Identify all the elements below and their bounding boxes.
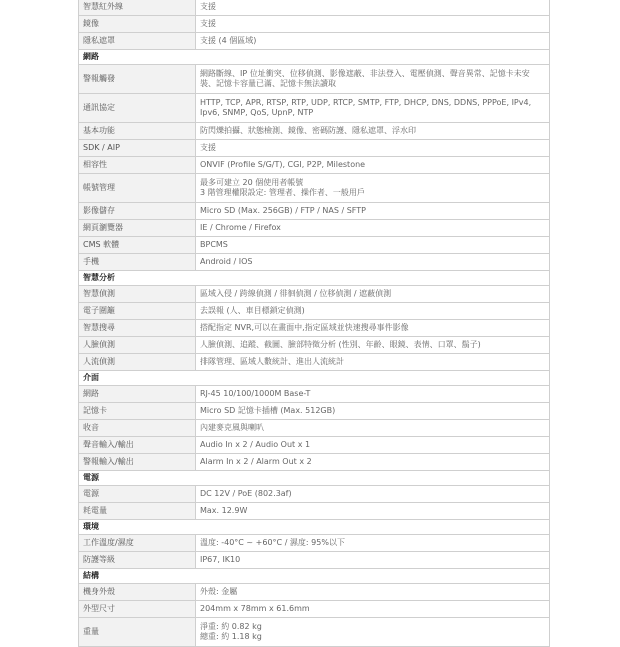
spec-value: 內建麥克風與喇叭 bbox=[196, 420, 550, 437]
section-title: 介面 bbox=[79, 371, 550, 386]
spec-label: 智慧搜尋 bbox=[79, 320, 196, 337]
spec-value: ONVIF (Profile S/G/T), CGI, P2P, Milestone bbox=[196, 157, 550, 174]
spec-label: 基本功能 bbox=[79, 123, 196, 140]
spec-row bbox=[79, 254, 550, 271]
spec-value: Alarm In x 2 / Alarm Out x 2 bbox=[196, 454, 550, 471]
spec-label: 網路 bbox=[79, 386, 196, 403]
spec-row bbox=[79, 618, 550, 647]
spec-value: 網路斷線、IP 位址衝突、位移偵測、影像遮蔽、非法登入、電壓偵測、聲音異常、記憶卡未安裝、記憶卡容量已滿、記憶卡無法讀取 bbox=[196, 65, 550, 94]
spec-value: 防閃爍拍攝、狀態檢測、鏡像、密碼防護、隱私遮罩、浮水印 bbox=[196, 123, 550, 140]
section-header-row bbox=[79, 50, 550, 65]
spec-value: 排隊管理、區域人數統計、進出人流統計 bbox=[196, 354, 550, 371]
section-title: 電源 bbox=[79, 471, 550, 486]
spec-label: 手機 bbox=[79, 254, 196, 271]
spec-label: 工作溫度/濕度 bbox=[79, 535, 196, 552]
spec-label: 帳號管理 bbox=[79, 174, 196, 203]
spec-label: 電源 bbox=[79, 486, 196, 503]
spec-row bbox=[79, 454, 550, 471]
section-title: 結構 bbox=[79, 569, 550, 584]
spec-value: DC 12V / PoE (802.3af) bbox=[196, 486, 550, 503]
section-header-row bbox=[79, 371, 550, 386]
spec-row bbox=[79, 286, 550, 303]
section-title: 網路 bbox=[79, 50, 550, 65]
spec-value: Audio In x 2 / Audio Out x 1 bbox=[196, 437, 550, 454]
spec-value: 淨重: 約 0.82 kg 總重: 約 1.18 kg bbox=[196, 618, 550, 647]
spec-row bbox=[79, 503, 550, 520]
spec-value: HTTP, TCP, APR, RTSP, RTP, UDP, RTCP, SMTP, FTP, DHCP, DNS, DDNS, PPPoE, IPv4, Ipv6, SNMP, QoS, UpnP, NTP bbox=[196, 94, 550, 123]
spec-value: 支援 bbox=[196, 16, 550, 33]
spec-label: SDK / AIP bbox=[79, 140, 196, 157]
spec-value: 204mm x 78mm x 61.6mm bbox=[196, 601, 550, 618]
spec-row bbox=[79, 386, 550, 403]
spec-row bbox=[79, 140, 550, 157]
spec-row bbox=[79, 0, 550, 16]
spec-label: 警報觸發 bbox=[79, 65, 196, 94]
spec-value: 支援 (4 個區域) bbox=[196, 33, 550, 50]
spec-value: 溫度: -40°C ~ +60°C / 濕度: 95%以下 bbox=[196, 535, 550, 552]
spec-label: 通訊協定 bbox=[79, 94, 196, 123]
spec-value: 去誤報 (人、車目標鎖定偵測) bbox=[196, 303, 550, 320]
spec-label: 記憶卡 bbox=[79, 403, 196, 420]
spec-row bbox=[79, 552, 550, 569]
spec-value: Micro SD 記憶卡插槽 (Max. 512GB) bbox=[196, 403, 550, 420]
section-title: 環境 bbox=[79, 520, 550, 535]
spec-label: 智慧紅外線 bbox=[79, 0, 196, 16]
spec-value: IP67, IK10 bbox=[196, 552, 550, 569]
spec-value: 人臉偵測、追蹤、截圖、臉部特徵分析 (性別、年齡、眼鏡、表情、口罩、鬍子) bbox=[196, 337, 550, 354]
spec-value: 支援 bbox=[196, 0, 550, 16]
section-header-row bbox=[79, 520, 550, 535]
spec-label: 影像儲存 bbox=[79, 203, 196, 220]
spec-label: 人臉偵測 bbox=[79, 337, 196, 354]
spec-row bbox=[79, 174, 550, 203]
spec-row bbox=[79, 33, 550, 50]
spec-label: 機身外殼 bbox=[79, 584, 196, 601]
spec-value: Android / IOS bbox=[196, 254, 550, 271]
spec-label: 防護等級 bbox=[79, 552, 196, 569]
section-title: 智慧分析 bbox=[79, 271, 550, 286]
spec-row bbox=[79, 237, 550, 254]
spec-row bbox=[79, 403, 550, 420]
spec-row bbox=[79, 303, 550, 320]
spec-value: IE / Chrome / Firefox bbox=[196, 220, 550, 237]
spec-label: 智慧偵測 bbox=[79, 286, 196, 303]
spec-value: 區域入侵 / 跨線偵測 / 徘徊偵測 / 位移偵測 / 遮蔽偵測 bbox=[196, 286, 550, 303]
spec-row bbox=[79, 535, 550, 552]
spec-row bbox=[79, 157, 550, 174]
section-header-row bbox=[79, 271, 550, 286]
spec-label: 耗電量 bbox=[79, 503, 196, 520]
spec-label: 人流偵測 bbox=[79, 354, 196, 371]
spec-row bbox=[79, 601, 550, 618]
spec-row bbox=[79, 220, 550, 237]
spec-value: 外殼: 金屬 bbox=[196, 584, 550, 601]
spec-row bbox=[79, 94, 550, 123]
spec-row bbox=[79, 203, 550, 220]
spec-row bbox=[79, 16, 550, 33]
spec-value: Max. 12.9W bbox=[196, 503, 550, 520]
spec-label: 隱私遮罩 bbox=[79, 33, 196, 50]
spec-label: 鏡像 bbox=[79, 16, 196, 33]
spec-label: CMS 軟體 bbox=[79, 237, 196, 254]
spec-value: 支援 bbox=[196, 140, 550, 157]
section-header-row bbox=[79, 569, 550, 584]
spec-label: 電子圍籬 bbox=[79, 303, 196, 320]
spec-table-body bbox=[79, 0, 550, 647]
spec-label: 重量 bbox=[79, 618, 196, 647]
spec-label: 警報輸入/輸出 bbox=[79, 454, 196, 471]
spec-row bbox=[79, 486, 550, 503]
spec-value: 搭配指定 NVR,可以在畫面中,指定區域並快速搜尋事件影像 bbox=[196, 320, 550, 337]
spec-label: 外型尺寸 bbox=[79, 601, 196, 618]
spec-row bbox=[79, 584, 550, 601]
spec-row bbox=[79, 123, 550, 140]
spec-row bbox=[79, 320, 550, 337]
spec-row bbox=[79, 437, 550, 454]
spec-label: 收音 bbox=[79, 420, 196, 437]
spec-value: 最多可建立 20 個使用者帳號 3 階管理權限設定: 管理者、操作者、一般用戶 bbox=[196, 174, 550, 203]
spec-label: 聲音輸入/輸出 bbox=[79, 437, 196, 454]
spec-row bbox=[79, 65, 550, 94]
spec-table bbox=[78, 0, 550, 647]
spec-row bbox=[79, 337, 550, 354]
spec-value: BPCMS bbox=[196, 237, 550, 254]
spec-label: 網頁瀏覽器 bbox=[79, 220, 196, 237]
spec-value: Micro SD (Max. 256GB) / FTP / NAS / SFTP bbox=[196, 203, 550, 220]
spec-row bbox=[79, 420, 550, 437]
section-header-row bbox=[79, 471, 550, 486]
spec-row bbox=[79, 354, 550, 371]
spec-label: 相容性 bbox=[79, 157, 196, 174]
spec-value: RJ-45 10/100/1000M Base-T bbox=[196, 386, 550, 403]
